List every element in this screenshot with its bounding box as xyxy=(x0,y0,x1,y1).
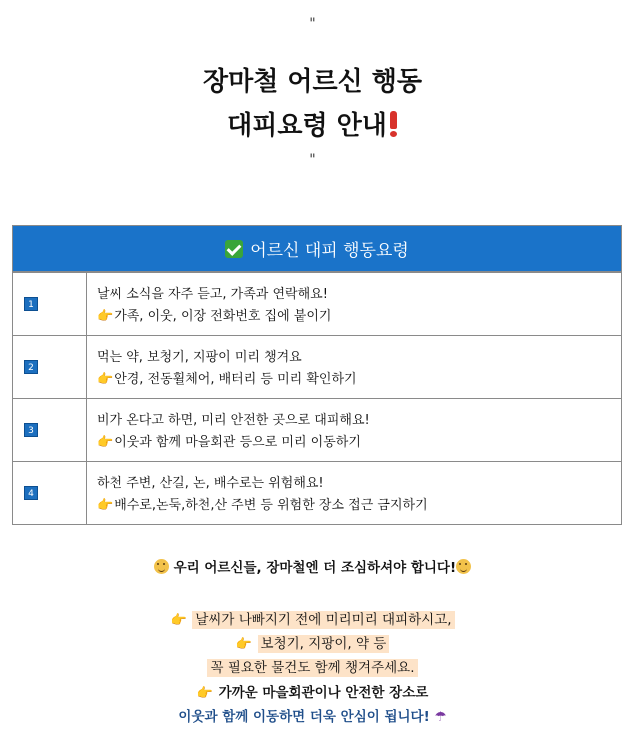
row-number-badge: 4 xyxy=(24,486,38,500)
row-main-text: 먹는 약, 보청기, 지팡이 미리 챙겨요 xyxy=(97,350,302,365)
row-main-text: 비가 온다고 하면, 미리 안전한 곳으로 대피해요! xyxy=(97,413,370,428)
table-row xyxy=(13,335,621,398)
message-line-4: 👉 가까운 마을회관이나 안전한 장소로 xyxy=(196,685,429,701)
row-main-text: 날씨 소식을 자주 듣고, 가족과 연락해요! xyxy=(97,287,328,302)
elder-face-icon xyxy=(456,559,471,574)
row-number-badge: 2 xyxy=(24,360,38,374)
exclamation-icon xyxy=(389,111,398,137)
table-header-label: 어르신 대피 행동요령 xyxy=(250,241,409,261)
pointing-hand-icon: 👉 xyxy=(170,613,187,628)
headline-message: 우리 어르신들, 장마철엔 더 조심하셔야 합니다! xyxy=(0,556,625,576)
pointing-hand-icon: 👉 xyxy=(97,372,114,387)
page-title-line1: 장마철 어르신 행동 xyxy=(202,67,423,97)
row-tip-text: 이웃과 함께 마을회관 등으로 미리 이동하기 xyxy=(114,435,361,450)
message-line-3: 꼭 필요한 물건도 함께 챙겨주세요. xyxy=(0,656,625,676)
row-number-badge: 3 xyxy=(24,423,38,437)
table-row xyxy=(13,398,621,461)
row-tip-text: 가족, 이웃, 이장 전화번호 집에 붙이기 xyxy=(114,309,332,324)
message-line-1: 👉 날씨가 나빠지기 전에 미리미리 대피하시고, xyxy=(0,608,625,628)
page-title-line2: 대피요령 안내 xyxy=(0,106,625,146)
row-main-text: 하천 주변, 산길, 논, 배수로는 위험해요! xyxy=(97,476,324,491)
pointing-hand-icon: 👉 xyxy=(97,435,114,450)
opening-quote: " xyxy=(309,16,316,32)
pointing-hand-icon: 👉 xyxy=(97,498,114,513)
pointing-hand-icon: 👉 xyxy=(235,637,252,652)
evacuation-table xyxy=(12,225,622,525)
row-tip-text: 배수로,논둑,하천,산 주변 등 위험한 장소 접근 금지하기 xyxy=(114,498,428,513)
pointing-hand-icon: 👉 xyxy=(196,686,213,701)
row-number-badge: 1 xyxy=(24,297,38,311)
row-tip-text: 안경, 전동휠체어, 배터리 등 미리 확인하기 xyxy=(114,372,357,387)
message-line-2: 👉 보청기, 지팡이, 약 등 xyxy=(0,632,625,652)
umbrella-icon: ☂ xyxy=(434,709,447,725)
closing-quote: " xyxy=(309,152,316,168)
pointing-hand-icon: 👉 xyxy=(97,309,114,324)
table-row xyxy=(13,272,621,335)
table-header xyxy=(13,226,621,272)
check-mark-icon xyxy=(225,240,243,258)
elder-face-icon xyxy=(154,559,169,574)
table-row xyxy=(13,461,621,524)
message-line-5: 이웃과 함께 이동하면 더욱 안심이 됩니다! ☂ xyxy=(178,709,447,725)
